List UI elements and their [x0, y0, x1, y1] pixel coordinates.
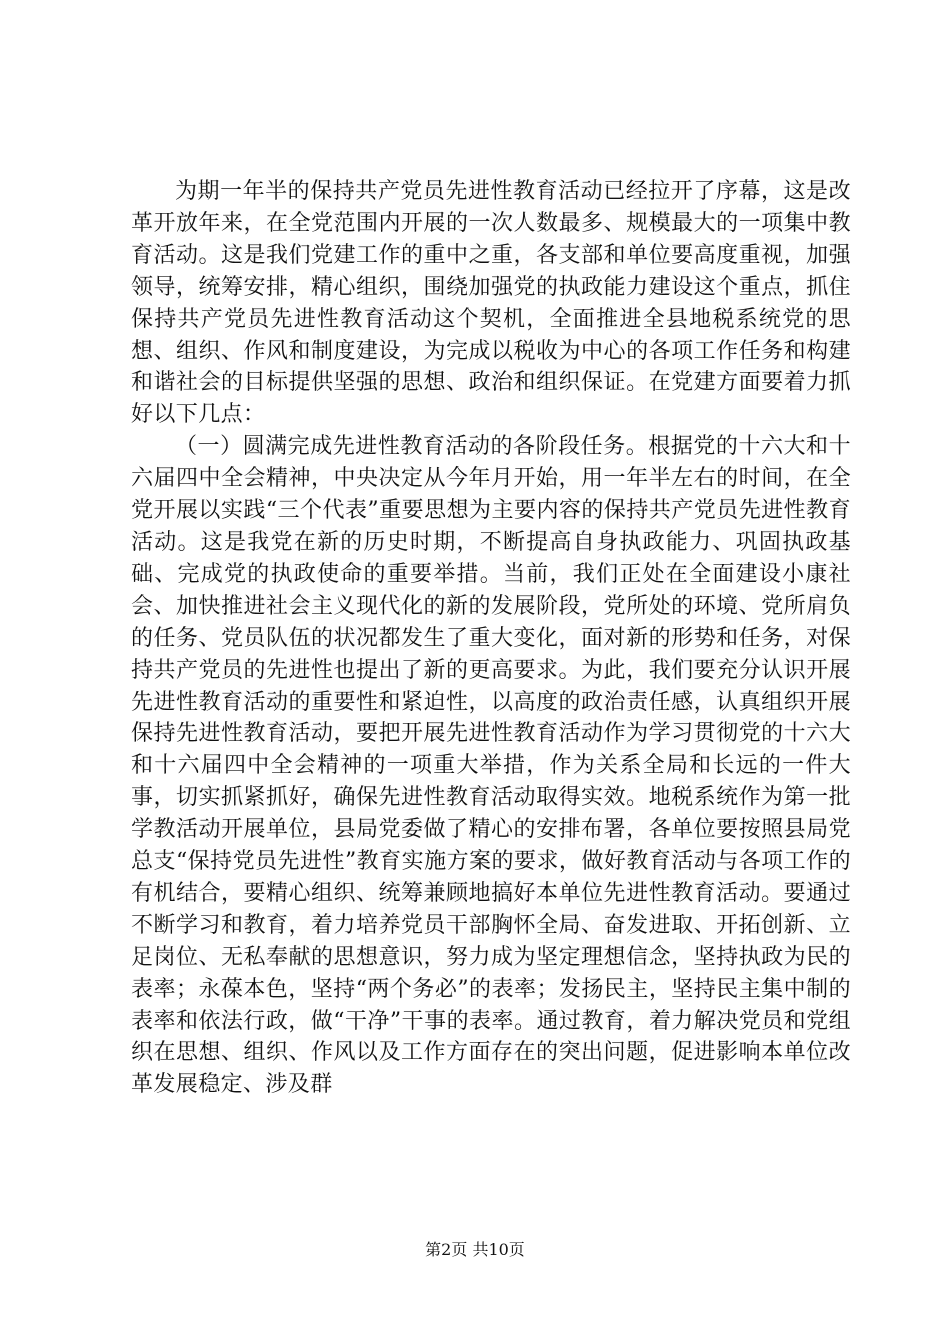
page-footer: 第2页 共10页 [425, 1240, 525, 1259]
document-body [131, 176, 851, 1101]
paragraph-intro: 为期一年半的保持共产党员先进性教育活动已经拉开了序幕，这是改革开放年来，在全党范围内开展的一次人数最多、规模最大的一项集中教育活动。这是我们党建工作的重中之重，各支部和单位要高度重视，加强领导，统筹安排，精心组织，围绕加强党的执政能力建设这个重点，抓住保持共产党员先进性教育活动这个契机，全面推进全县地税系统党的思想、组织、作风和制度建设，为完成以税收为中心的各项工作任务和构建和谐社会的目标提供坚强的思想、政治和组织保证。在党建方面要着力抓好以下几点： [131, 179, 851, 428]
paragraph-section-one: （一）圆满完成先进性教育活动的各阶段任务。根据党的十六大和十六届四中全会精神，中央决定从今年月开始，用一年半左右的时间，在全党开展以实践“三个代表”重要思想为主要内容的保持共产党员先进性教育活动。这是我党在新的历史时期，不断提高自身执政能力、巩固执政基础、完成党的执政使命的重要举措。当前，我们正处在全面建设小康社会、加快推进社会主义现代化的新的发展阶段，党所处的环境、党所肩负的任务、党员队伍的状况都发生了重大变化，面对新的形势和任务，对保持共产党员的先进性也提出了新的更高要求。为此，我们要充分认识开展先进性教育活动的重要性和紧迫性，以高度的政治责任感，认真组织开展保持先进性教育活动，要把开展先进性教育活动作为学习贯彻党的十六大和十六届四中全会精神的一项重大举措，作为关系全局和长远的一件大事，切实抓紧抓好，确保先进性教育活动取得实效。地税系统作为第一批学教活动开展单位，县局党委做了精心的安排布署，各单位要按照县局党总支“保持党员先进性”教育实施方案的要求，做好教育活动与各项工作的有机结合，要精心组织、统筹兼顾地搞好本单位先进性教育活动。要通过不断学习和教育，着力培养党员干部胸怀全局、奋发进取、开拓创新、立足岗位、无私奉献的思想意识，努力成为坚定理想信念，坚持执政为民的表率；永葆本色，坚持“两个务必”的表率；发扬民主，坚持民主集中制的表率和依法行政，做“干净”干事的表率。通过教育，着力解决党员和党组织在思想、组织、作风以及工作方面存在的突出问题，促进影响本单位改革发展稳定、涉及群 [131, 434, 851, 1098]
